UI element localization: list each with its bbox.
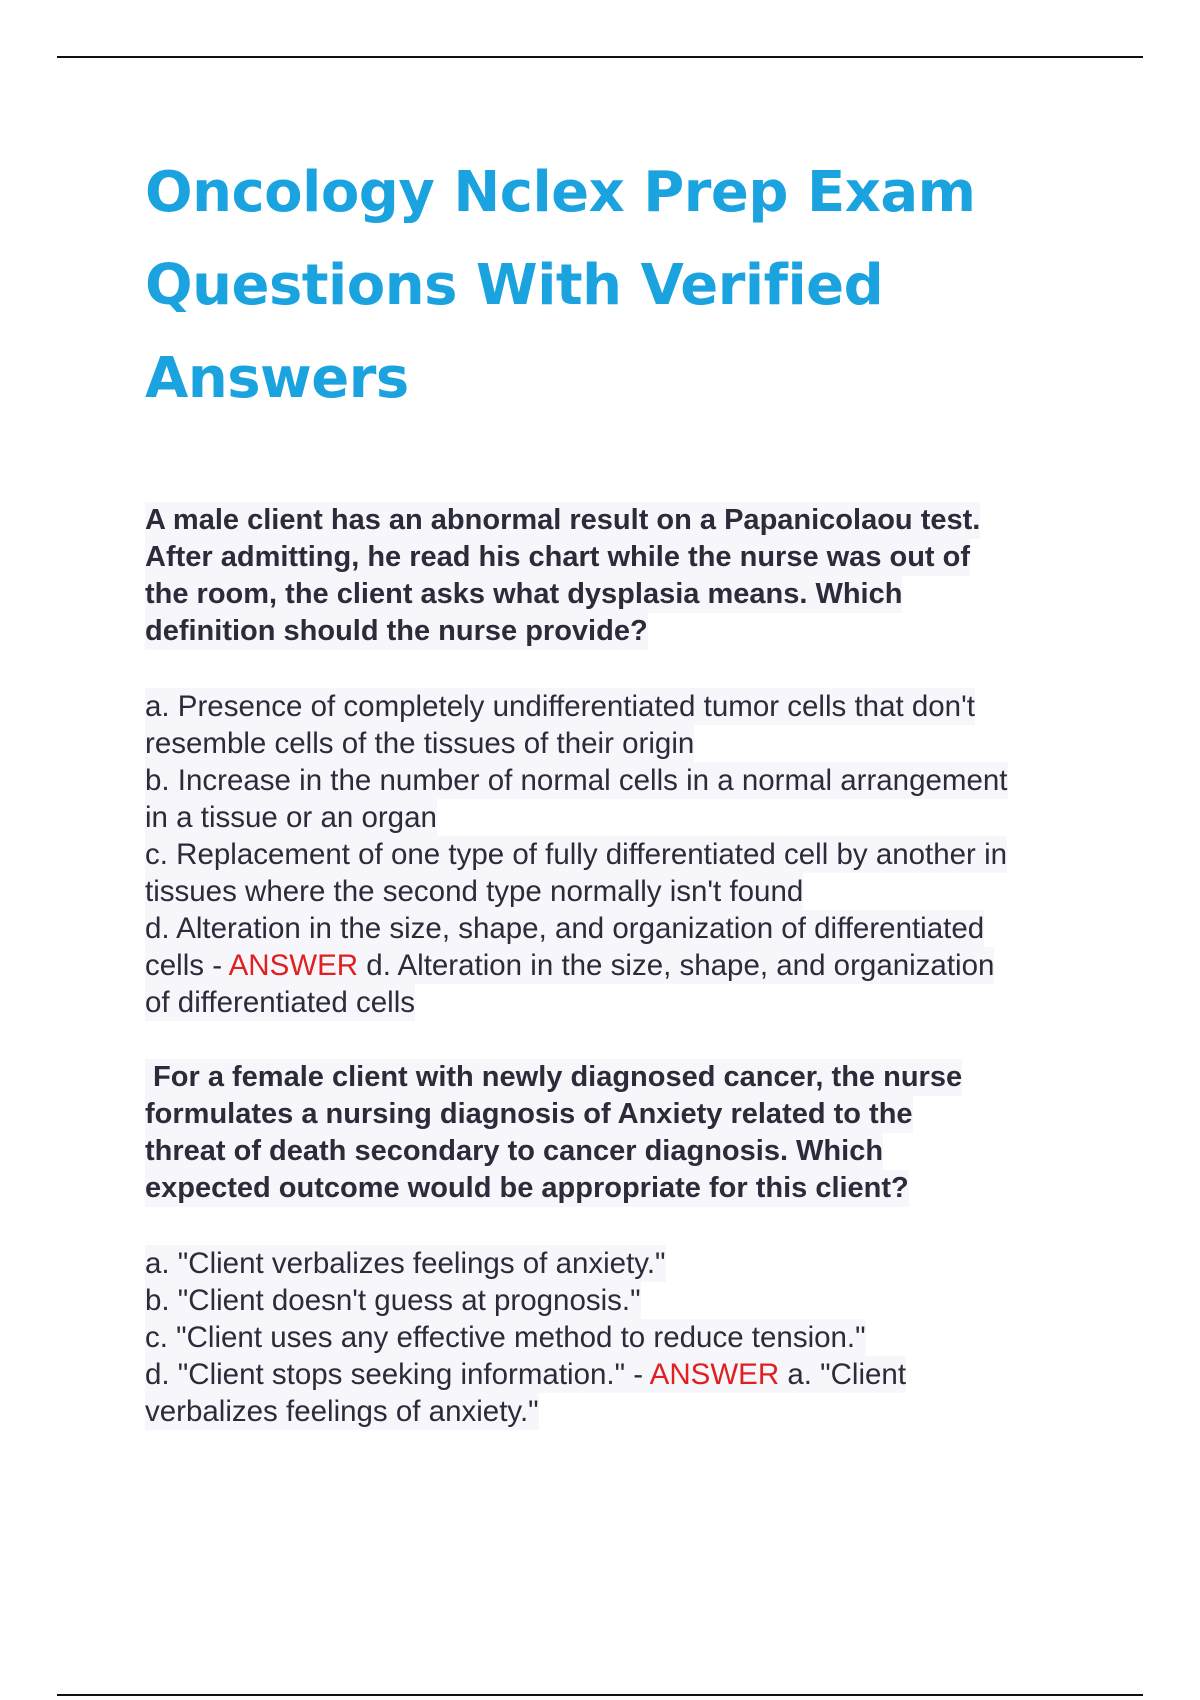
question-line: threat of death secondary to cancer diagnosis. Which bbox=[145, 1133, 883, 1170]
answer-label: ANSWER bbox=[228, 949, 359, 982]
option-line: b. "Client doesn't guess at prognosis." bbox=[145, 1284, 641, 1317]
header-rule bbox=[57, 56, 1143, 58]
question-2-options bbox=[145, 1245, 1095, 1430]
answer-text: a. "Client bbox=[779, 1358, 907, 1391]
answer-label: ANSWER bbox=[649, 1358, 780, 1391]
title-line: Answers bbox=[145, 346, 409, 411]
question-1-text bbox=[145, 502, 1095, 650]
question-line: For a female client with newly diagnosed cancer, the nurse bbox=[145, 1059, 962, 1096]
question-line: the room, the client asks what dysplasia means. Which bbox=[145, 576, 902, 613]
question-line: expected outcome would be appropriate for this client? bbox=[145, 1170, 909, 1207]
footer-rule bbox=[57, 1694, 1143, 1696]
option-line: in a tissue or an organ bbox=[145, 801, 437, 834]
answer-continuation: verbalizes feelings of anxiety." bbox=[145, 1395, 539, 1428]
title-line: Oncology Nclex Prep Exam bbox=[145, 160, 976, 225]
answer-prefix: cells - bbox=[145, 949, 229, 982]
option-line: a. Presence of completely undifferentiated tumor cells that don't bbox=[145, 690, 975, 723]
question-line: definition should the nurse provide? bbox=[145, 613, 648, 650]
answer-text: d. Alteration in the size, shape, and organization bbox=[358, 949, 995, 982]
option-line: tissues where the second type normally isn't found bbox=[145, 875, 804, 908]
answer-prefix: d. "Client stops seeking information." - bbox=[145, 1358, 650, 1391]
question-line: formulates a nursing diagnosis of Anxiety related to the bbox=[145, 1096, 913, 1133]
option-line: a. "Client verbalizes feelings of anxiety." bbox=[145, 1247, 666, 1280]
answer-line bbox=[145, 1356, 906, 1393]
answer-line bbox=[145, 947, 994, 984]
answer-continuation: of differentiated cells bbox=[145, 986, 416, 1019]
document-title bbox=[145, 146, 1045, 425]
option-line: d. Alteration in the size, shape, and organization of differentiated bbox=[145, 912, 985, 945]
option-line: resemble cells of the tissues of their origin bbox=[145, 727, 695, 760]
option-line: c. Replacement of one type of fully differentiated cell by another in bbox=[145, 838, 1008, 871]
question-line: A male client has an abnormal result on a Papanicolaou test. bbox=[145, 502, 980, 539]
option-line: c. "Client uses any effective method to reduce tension." bbox=[145, 1321, 866, 1354]
question-2-text bbox=[145, 1059, 1095, 1207]
title-line: Questions With Verified bbox=[145, 253, 884, 318]
option-line: b. Increase in the number of normal cells in a normal arrangement bbox=[145, 764, 1008, 797]
question-1-options bbox=[145, 688, 1095, 1021]
question-line: After admitting, he read his chart while the nurse was out of bbox=[145, 539, 970, 576]
